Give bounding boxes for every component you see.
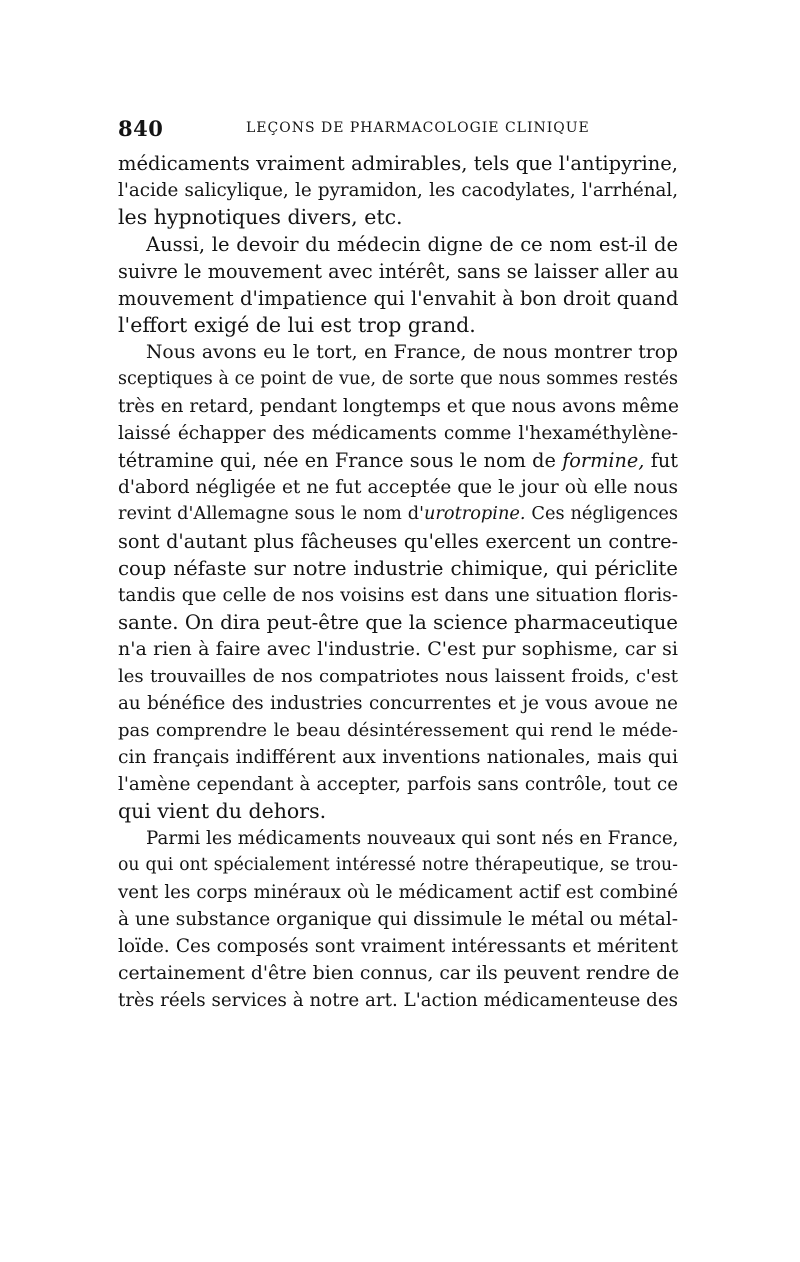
text-line: l'effort exigé de lui est trop grand.	[118, 313, 476, 337]
text-line: médicaments vraiment admirables, tels que l'antipyrine,	[118, 152, 678, 175]
text-line: coup néfaste sur notre industrie chimique, qui périclite	[118, 557, 678, 580]
page-header	[118, 116, 678, 142]
page-number: 840	[118, 116, 164, 141]
text-line: l'acide salicylique, le pyramidon, les cacodylates, l'arrhénal,	[118, 180, 678, 201]
text-line: sont d'autant plus fâcheuses qu'elles exercent un contre-	[118, 530, 678, 553]
text-line: laissé échapper des médicaments comme l'hexaméthylène-	[118, 423, 678, 444]
text-line: Parmi les médicaments nouveaux qui sont nés en France,	[146, 828, 679, 849]
text-line: les hypnotiques divers, etc.	[118, 205, 403, 229]
italic-term: formine,	[562, 449, 645, 472]
text-line: suivre le mouvement avec intérêt, sans se laisser aller au	[118, 260, 679, 283]
text-line: ou qui ont spécialement intéressé notre thérapeutique, se trou-	[118, 855, 678, 875]
text-line: n'a rien à faire avec l'industrie. C'est pur sophisme, car si	[118, 638, 678, 660]
text-line: au bénéfice des industries concurrentes et je vous avoue ne	[118, 693, 678, 714]
text-segment: fut	[650, 449, 678, 472]
text-line: d'abord négligée et ne fut acceptée que le jour où elle nous	[118, 477, 678, 498]
text-line: sceptiques à ce point de vue, de sorte que nous sommes restés	[118, 369, 678, 389]
text-line: cin français indifférent aux inventions nationales, mais qui	[118, 747, 678, 768]
running-title: LEÇONS DE PHARMACOLOGIE CLINIQUE	[246, 120, 590, 136]
text-line: très réels services à notre art. L'action médicamenteuse des	[118, 990, 678, 1011]
text-line: sante. On dira peut-être que la science pharmaceutique	[118, 611, 678, 634]
text-line: loïde. Ces composés sont vraiment intéressants et méritent	[118, 936, 678, 957]
text-line: à une substance organique qui dissimule le métal ou métal-	[118, 909, 678, 930]
text-segment: tétramine qui, née en France sous le nom de	[118, 449, 556, 472]
text-line: les trouvailles de nos compatriotes nous laissent froids, c'est	[118, 666, 678, 687]
text-line: pas comprendre le beau désintéressement qui rend le méde-	[118, 720, 678, 741]
text-line: Nous avons eu le tort, en France, de nous montrer trop	[146, 342, 678, 363]
text-line: vent les corps minéraux où le médicament actif est combiné	[118, 882, 678, 903]
text-line: certainement d'être bien connus, car ils peuvent rendre de	[118, 963, 680, 984]
text-line: tandis que celle de nos voisins est dans une situation floris-	[118, 585, 678, 606]
text-segment: revint d'Allemagne sous le nom d'	[118, 504, 424, 524]
text-line: très en retard, pendant longtemps et que nous avons même	[118, 396, 679, 417]
text-line: mouvement d'impatience qui l'envahit à bon droit quand	[118, 287, 679, 310]
italic-term: urotropine.	[424, 504, 526, 524]
text-line: Aussi, le devoir du médecin digne de ce nom est-il de	[146, 233, 678, 256]
text-segment: Ces négligences	[531, 504, 679, 524]
text-line: qui vient du dehors.	[118, 799, 327, 823]
text-line	[118, 447, 678, 474]
text-line: l'amène cependant à accepter, parfois sans contrôle, tout ce	[118, 774, 678, 795]
text-line	[118, 501, 678, 528]
